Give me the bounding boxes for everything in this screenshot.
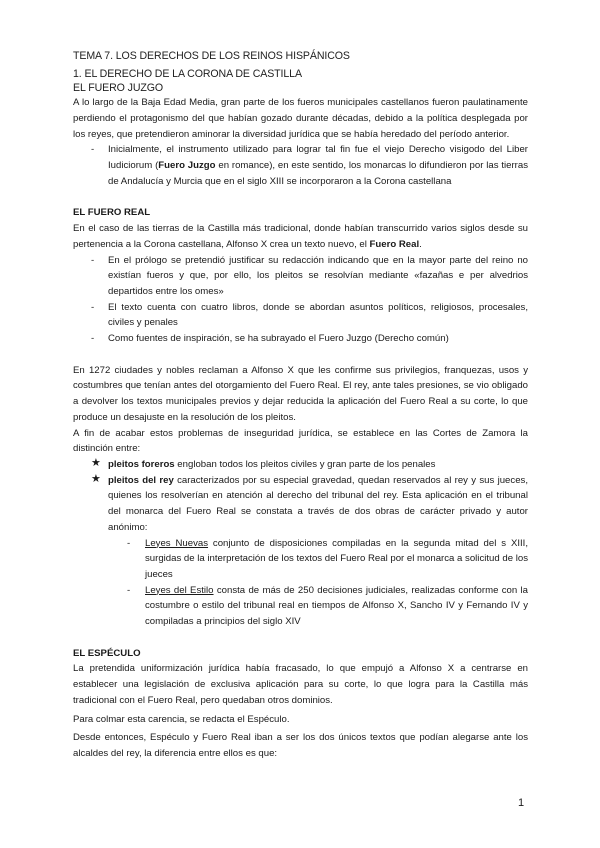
dash-marker: - (91, 301, 95, 313)
zamora-paragraph: A fin de acabar estos problemas de inseguridad jurídica, se establece en las Cortes de Zamora la distinción entre: (73, 427, 528, 455)
especulo-paragraph: La pretendida uniformización jurídica había fracasado, lo que empujó a Alfonso X a centrarse en establecer una legislación de exclusiva aplicación para su corte, lo que logra para la Castilla más tradicional con el Fuero Real, pero quedaban otros dominios. (73, 663, 528, 706)
list-item: - En el prólogo se pretendió justificar su redacción indicando que en la mayor parte del reino no existían fueros y que, por ello, los pleitos se resolvían mediante «fazañas e per alvedrios departidos entre los omes» (91, 254, 528, 297)
star-icon: ★ (91, 472, 101, 485)
star-icon: ★ (91, 456, 101, 469)
fuero-juzgo-paragraph: A lo largo de la Baja Edad Media, gran parte de los fueros municipales castellanos fueron paulatinamente perdiendo el protagonismo del que habían gozado durante décadas, debido a la política desplegada por los reyes, que pretendieron aminorar la diversidad jurídica que se había heredado del período anterior. (73, 97, 528, 140)
page-number: 1 (518, 797, 525, 809)
fuero-real-heading: EL FUERO REAL (73, 207, 151, 219)
subsection-title: EL FUERO JUZGO (73, 81, 164, 94)
especulo-paragraph: Desde entonces, Espéculo y Fuero Real iban a ser los dos únicos textos que podían alegarse ante los alcaldes del rey, la diferencia entre ellos es que: (73, 732, 528, 759)
dash-marker: - (91, 333, 95, 345)
cortes-paragraph: En 1272 ciudades y nobles reclaman a Alfonso X que les confirme sus privilegios, franquezas, usos y costumbres que tenían antes del otorgamiento del Fuero Real. El rey, ante tales presiones, se vio obligado a devolver los textos municipales previos y dejar reducida la aplicación del Fuero Real a su corte, lo que produce un desajuste en la resolución de los pleitos. (73, 364, 528, 423)
list-item: - Como fuentes de inspiración, se ha subrayado el Fuero Juzgo (Derecho común) (73, 331, 528, 347)
list-item: ★ pleitos foreros engloban todos los pleitos civiles y gran parte de los penales (91, 456, 436, 470)
fuero-real-paragraph: En el caso de las tierras de la Castilla más tradicional, donde habían transcurrido varios siglos desde su pertenencia a la Corona castellana, Alfonso X crea un texto nuevo, el Fuero Real. (73, 223, 528, 250)
dash-marker: - (91, 254, 95, 266)
list-item: - Leyes Nuevas conjunto de disposiciones compiladas en la segunda mitad del s XIII, surgidas de la interpretación de los textos del Fuero Real por el monarca a solicitud de los jueces (127, 537, 529, 580)
list-item: - Leyes del Estilo consta de más de 250 decisiones judiciales, realizadas conforme con la costumbre o estilo del tribunal real en tiempos de Alfonso X, Sancho IV y Fernando IV y compiladas a principios del siglo XIV (127, 584, 528, 628)
dash-marker: - (127, 537, 131, 549)
dash-marker: - (91, 144, 95, 156)
dash-marker: - (127, 584, 131, 596)
especulo-heading: EL ESPÉCULO (73, 647, 141, 659)
list-item: - Inicialmente, el instrumento utilizado para lograr tal fin fue el viejo Derecho visigodo del Liber Iudiciorum (Fuero Juzgo en romance), en este sentido, los monarcas lo difundieron por las tierras de Andalucía y Murcia que en el siglo XIII se incorporaron a la Corona castellana (91, 144, 529, 187)
tema-title: TEMA 7. LOS DERECHOS DE LOS REINOS HISPÁNICOS (73, 50, 350, 62)
list-item: - El texto cuenta con cuatro libros, donde se abordan asuntos políticos, religiosos, procesales, civiles y penales (91, 301, 528, 329)
document-page (73, 50, 528, 762)
section-title: 1. EL DERECHO DE LA CORONA DE CASTILLA (73, 68, 302, 81)
especulo-paragraph: Para colmar esta carencia, se redacta el Espéculo. (73, 713, 290, 725)
list-item: ★ pleitos del rey caracterizados por su especial gravedad, quedan reservados al rey y sus jueces, quienes los resolverían en atención al derecho del tribunal del rey. Esta aplicación en el tribunal del monarca del Fuero Real se constata a través de dos obras de carácter privado y autor anónimo: (91, 472, 528, 533)
